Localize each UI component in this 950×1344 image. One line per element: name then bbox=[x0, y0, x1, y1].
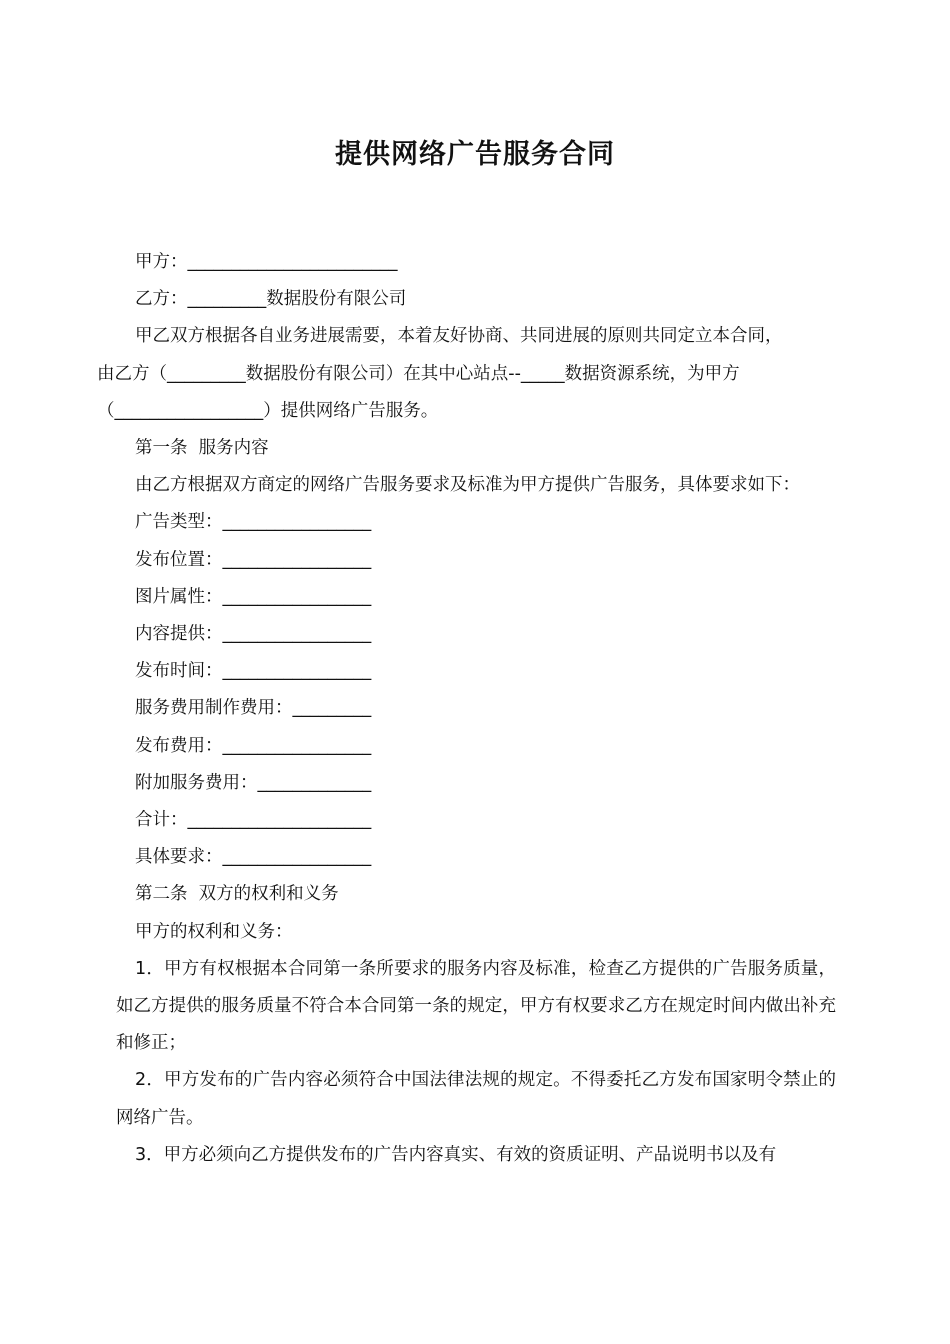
clause-item-3: 3．甲方必须向乙方提供发布的广告内容真实、有效的资质证明、产品说明书以及有 bbox=[135, 1144, 777, 1165]
article-1-description: 由乙方根据双方商定的网络广告服务要求及标准为甲方提供广告服务，具体要求如下： bbox=[135, 475, 800, 496]
intro-line-3: （_________________）提供网络广告服务。 bbox=[97, 400, 439, 421]
field-production-fee: 服务费用制作费用：_________ bbox=[135, 698, 372, 719]
article-2-heading: 第二条 双方的权利和义务 bbox=[135, 884, 339, 905]
party-b-line: 乙方：_________数据股份有限公司 bbox=[135, 289, 407, 310]
field-content-provider: 内容提供：_________________ bbox=[135, 624, 372, 645]
clause-item-1: 1．甲方有权根据本合同第一条所要求的服务内容及标准，检查乙方提供的广告服务质量，如乙方提供的服务质量不符合本合同第一条的规定，甲方有权要求乙方在规定时间内做出补充和修正； bbox=[116, 958, 836, 1054]
field-placement: 发布位置：_________________ bbox=[135, 549, 372, 570]
field-total: 合计：_____________________ bbox=[135, 810, 372, 831]
intro-line-2: 由乙方（_________数据股份有限公司）在其中心站点--_____数据资源系统，为甲方 bbox=[97, 363, 740, 384]
field-ad-type: 广告类型：_________________ bbox=[135, 512, 372, 533]
clause-item-2: 2．甲方发布的广告内容必须符合中国法律法规的规定。不得委托乙方发布国家明令禁止的网络广告。 bbox=[116, 1070, 836, 1128]
document-title: 提供网络广告服务合同 bbox=[335, 139, 615, 170]
intro-line-1: 甲乙双方根据各自业务进展需要，本着友好协商、共同进展的原则共同定立本合同， bbox=[135, 326, 783, 347]
field-requirements: 具体要求：_________________ bbox=[135, 847, 372, 868]
document-body bbox=[97, 244, 836, 1174]
field-publish-time: 发布时间：_________________ bbox=[135, 661, 372, 682]
intro-paragraph bbox=[97, 318, 836, 430]
field-publish-fee: 发布费用：_________________ bbox=[135, 735, 372, 756]
field-extra-fee: 附加服务费用：_____________ bbox=[135, 772, 372, 793]
article-1-heading: 第一条 服务内容 bbox=[135, 438, 269, 459]
party-a-rights-heading: 甲方的权利和义务： bbox=[135, 921, 293, 942]
field-image-attributes: 图片属性：_________________ bbox=[135, 586, 372, 607]
party-a-line: 甲方：________________________ bbox=[135, 252, 398, 272]
